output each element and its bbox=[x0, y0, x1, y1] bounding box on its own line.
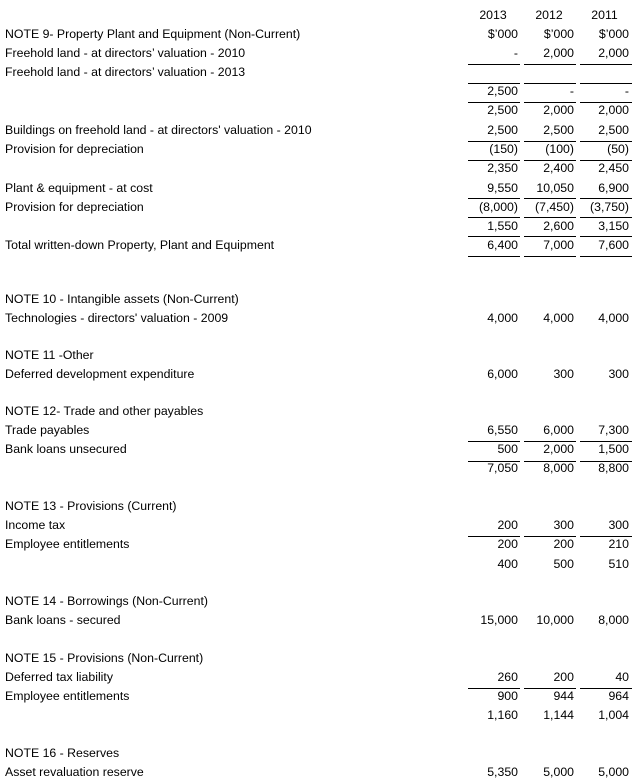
value-2011: 210 bbox=[608, 537, 629, 551]
value-2011: 7,300 bbox=[598, 423, 629, 437]
subtotal-rule bbox=[524, 217, 576, 218]
value-2012: 2,000 bbox=[543, 442, 574, 456]
value-2012: 4,000 bbox=[543, 311, 574, 325]
table-row bbox=[0, 290, 643, 309]
value-2012: 2,400 bbox=[543, 161, 574, 175]
year-2011: 2011 bbox=[591, 8, 618, 22]
subtotal-rule bbox=[580, 536, 632, 537]
value-2012: 300 bbox=[553, 518, 574, 532]
value-2011: 40 bbox=[615, 670, 629, 684]
row-label: Income tax bbox=[5, 518, 66, 532]
value-2011: $’000 bbox=[598, 27, 629, 41]
value-2013: 500 bbox=[497, 442, 518, 456]
value-2012: 8,000 bbox=[543, 461, 574, 475]
subtotal-rule bbox=[468, 198, 520, 199]
subtotal-rule bbox=[580, 461, 632, 462]
subtotal-rule bbox=[524, 536, 576, 537]
table-row bbox=[0, 555, 643, 574]
subtotal-rule bbox=[524, 160, 576, 161]
subtotal-rule bbox=[580, 160, 632, 161]
table-row bbox=[0, 198, 643, 217]
row-label: Employee entitlements bbox=[5, 689, 130, 703]
row-label: NOTE 15 - Provisions (Non-Current) bbox=[5, 651, 204, 665]
table-row bbox=[0, 63, 643, 82]
subtotal-rule bbox=[580, 256, 632, 257]
value-2013: 4,000 bbox=[487, 311, 518, 325]
subtotal-rule bbox=[580, 102, 632, 103]
table-row bbox=[0, 346, 643, 365]
row-label: NOTE 10 - Intangible assets (Non-Current) bbox=[5, 292, 239, 306]
row-label: NOTE 12- Trade and other payables bbox=[5, 404, 204, 418]
table-row bbox=[0, 516, 643, 535]
row-label: Provision for depreciation bbox=[5, 200, 144, 214]
subtotal-rule bbox=[524, 102, 576, 103]
subtotal-rule bbox=[580, 141, 632, 142]
value-2013: 6,550 bbox=[487, 423, 518, 437]
value-2011: 3,150 bbox=[598, 219, 629, 233]
value-2011: 964 bbox=[608, 689, 629, 703]
value-2013: 15,000 bbox=[480, 613, 518, 627]
value-2012: 500 bbox=[553, 557, 574, 571]
value-2013: 1,550 bbox=[487, 219, 518, 233]
table-row bbox=[0, 497, 643, 516]
row-label: Freehold land - at directors’ valuation - 2010 bbox=[5, 46, 246, 60]
subtotal-rule bbox=[524, 256, 576, 257]
table-row bbox=[0, 217, 643, 236]
table-row bbox=[0, 440, 643, 459]
value-2012: 1,144 bbox=[543, 708, 574, 722]
value-2012: 5,000 bbox=[543, 765, 574, 779]
value-2011: 4,000 bbox=[598, 311, 629, 325]
value-2011: 1,500 bbox=[598, 442, 629, 456]
row-label: Employee entitlements bbox=[5, 537, 130, 551]
value-2011: (3,750) bbox=[590, 200, 629, 214]
table-row bbox=[0, 592, 643, 611]
value-2012: (7,450) bbox=[535, 200, 574, 214]
subtotal-rule bbox=[468, 83, 520, 84]
value-2012: - bbox=[569, 84, 574, 98]
subtotal-rule bbox=[580, 217, 632, 218]
row-label: NOTE 16 - Reserves bbox=[5, 746, 120, 760]
row-label: Provision for depreciation bbox=[5, 142, 144, 156]
subtotal-rule bbox=[468, 536, 520, 537]
subtotal-rule bbox=[580, 688, 632, 689]
value-2012: 2,600 bbox=[543, 219, 574, 233]
value-2013: 6,400 bbox=[487, 238, 518, 252]
table-row bbox=[0, 140, 643, 159]
subtotal-rule bbox=[580, 236, 632, 237]
row-label: NOTE 9- Property Plant and Equipment (Non-Current) bbox=[5, 27, 301, 41]
value-2011: 2,500 bbox=[598, 123, 629, 137]
table-row bbox=[0, 25, 643, 44]
value-2012: $’000 bbox=[543, 27, 574, 41]
row-label: Deferred tax liability bbox=[5, 670, 113, 684]
value-2011: (50) bbox=[607, 142, 629, 156]
row-label: Trade payables bbox=[5, 423, 90, 437]
value-2011: 8,800 bbox=[598, 461, 629, 475]
value-2012: 10,050 bbox=[536, 181, 574, 195]
value-2011: 8,000 bbox=[598, 613, 629, 627]
subtotal-rule bbox=[468, 256, 520, 257]
value-2011: 6,900 bbox=[598, 181, 629, 195]
row-label: NOTE 11 -Other bbox=[5, 348, 94, 362]
year-2012: 2012 bbox=[535, 8, 563, 22]
value-2012: 944 bbox=[553, 689, 574, 703]
value-2013: 2,350 bbox=[487, 161, 518, 175]
value-2013: 7,050 bbox=[487, 461, 518, 475]
row-label: NOTE 13 - Provisions (Current) bbox=[5, 499, 177, 513]
value-2011: 2,000 bbox=[598, 46, 629, 60]
value-2013: 260 bbox=[497, 670, 518, 684]
subtotal-rule bbox=[524, 461, 576, 462]
value-2013: 200 bbox=[497, 537, 518, 551]
subtotal-rule bbox=[524, 688, 576, 689]
table-row bbox=[0, 236, 643, 255]
table-row bbox=[0, 121, 643, 140]
subtotal-rule bbox=[468, 441, 520, 442]
row-label: Bank loans - secured bbox=[5, 613, 121, 627]
value-2013: 1,160 bbox=[487, 708, 518, 722]
table-row bbox=[0, 179, 643, 198]
value-2011: 1,004 bbox=[598, 708, 629, 722]
row-label: Asset revaluation reserve bbox=[5, 765, 144, 779]
subtotal-rule bbox=[468, 688, 520, 689]
value-2013: 2,500 bbox=[487, 103, 518, 117]
subtotal-rule bbox=[468, 160, 520, 161]
value-2011: 510 bbox=[608, 557, 629, 571]
year-header-row bbox=[0, 6, 643, 25]
value-2013: 6,000 bbox=[487, 367, 518, 381]
table-row bbox=[0, 402, 643, 421]
table-row bbox=[0, 365, 643, 384]
table-row bbox=[0, 309, 643, 328]
subtotal-rule bbox=[468, 461, 520, 462]
row-label: Bank loans unsecured bbox=[5, 442, 127, 456]
value-2011: 2,450 bbox=[598, 161, 629, 175]
subtotal-rule bbox=[468, 141, 520, 142]
value-2011: 2,000 bbox=[598, 103, 629, 117]
value-2013: 200 bbox=[497, 518, 518, 532]
row-label: Total written-down Property, Plant and Equipment bbox=[5, 238, 275, 252]
subtotal-rule bbox=[580, 198, 632, 199]
value-2012: 2,000 bbox=[543, 46, 574, 60]
value-2011: - bbox=[624, 84, 629, 98]
table-row bbox=[0, 744, 643, 763]
row-label: Freehold land - at directors’ valuation - 2013 bbox=[5, 65, 246, 79]
value-2013: 5,350 bbox=[487, 765, 518, 779]
value-2011: 300 bbox=[608, 367, 629, 381]
subtotal-rule bbox=[468, 236, 520, 237]
value-2012: (100) bbox=[545, 142, 574, 156]
value-2012: 7,000 bbox=[543, 238, 574, 252]
value-2011: 300 bbox=[608, 518, 629, 532]
value-2013: $’000 bbox=[487, 27, 518, 41]
subtotal-rule bbox=[580, 64, 632, 65]
table-row bbox=[0, 101, 643, 120]
table-row bbox=[0, 421, 643, 440]
value-2012: 200 bbox=[553, 670, 574, 684]
table-row bbox=[0, 649, 643, 668]
subtotal-rule bbox=[524, 441, 576, 442]
subtotal-rule bbox=[524, 141, 576, 142]
value-2013: 2,500 bbox=[487, 84, 518, 98]
year-2013: 2013 bbox=[479, 8, 507, 22]
value-2011: 5,000 bbox=[598, 765, 629, 779]
row-label: Deferred development expenditure bbox=[5, 367, 195, 381]
table-row bbox=[0, 44, 643, 63]
subtotal-rule bbox=[468, 217, 520, 218]
subtotal-rule bbox=[468, 102, 520, 103]
value-2011: 7,600 bbox=[598, 238, 629, 252]
value-2012: 2,500 bbox=[543, 123, 574, 137]
value-2012: 2,000 bbox=[543, 103, 574, 117]
table-row bbox=[0, 82, 643, 101]
value-2013: 900 bbox=[497, 689, 518, 703]
table-row bbox=[0, 159, 643, 178]
table-row bbox=[0, 687, 643, 706]
subtotal-rule bbox=[524, 83, 576, 84]
value-2013: (8,000) bbox=[479, 200, 518, 214]
table-row bbox=[0, 706, 643, 725]
table-row bbox=[0, 763, 643, 782]
value-2013: (150) bbox=[489, 142, 518, 156]
value-2013: - bbox=[513, 46, 518, 60]
subtotal-rule bbox=[580, 83, 632, 84]
value-2012: 6,000 bbox=[543, 423, 574, 437]
row-label: Technologies - directors' valuation - 2009 bbox=[5, 311, 229, 325]
subtotal-rule bbox=[524, 64, 576, 65]
value-2013: 400 bbox=[497, 557, 518, 571]
subtotal-rule bbox=[580, 441, 632, 442]
table-row bbox=[0, 535, 643, 554]
value-2012: 10,000 bbox=[536, 613, 574, 627]
subtotal-rule bbox=[524, 198, 576, 199]
table-row bbox=[0, 611, 643, 630]
value-2013: 9,550 bbox=[487, 181, 518, 195]
value-2012: 200 bbox=[553, 537, 574, 551]
row-label: Plant & equipment - at cost bbox=[5, 181, 153, 195]
row-label: Buildings on freehold land - at directors' valuation - 2010 bbox=[5, 123, 312, 137]
row-label: NOTE 14 - Borrowings (Non-Current) bbox=[5, 594, 208, 608]
subtotal-rule bbox=[524, 236, 576, 237]
table-row bbox=[0, 668, 643, 687]
value-2012: 300 bbox=[553, 367, 574, 381]
value-2013: 2,500 bbox=[487, 123, 518, 137]
subtotal-rule bbox=[468, 64, 520, 65]
